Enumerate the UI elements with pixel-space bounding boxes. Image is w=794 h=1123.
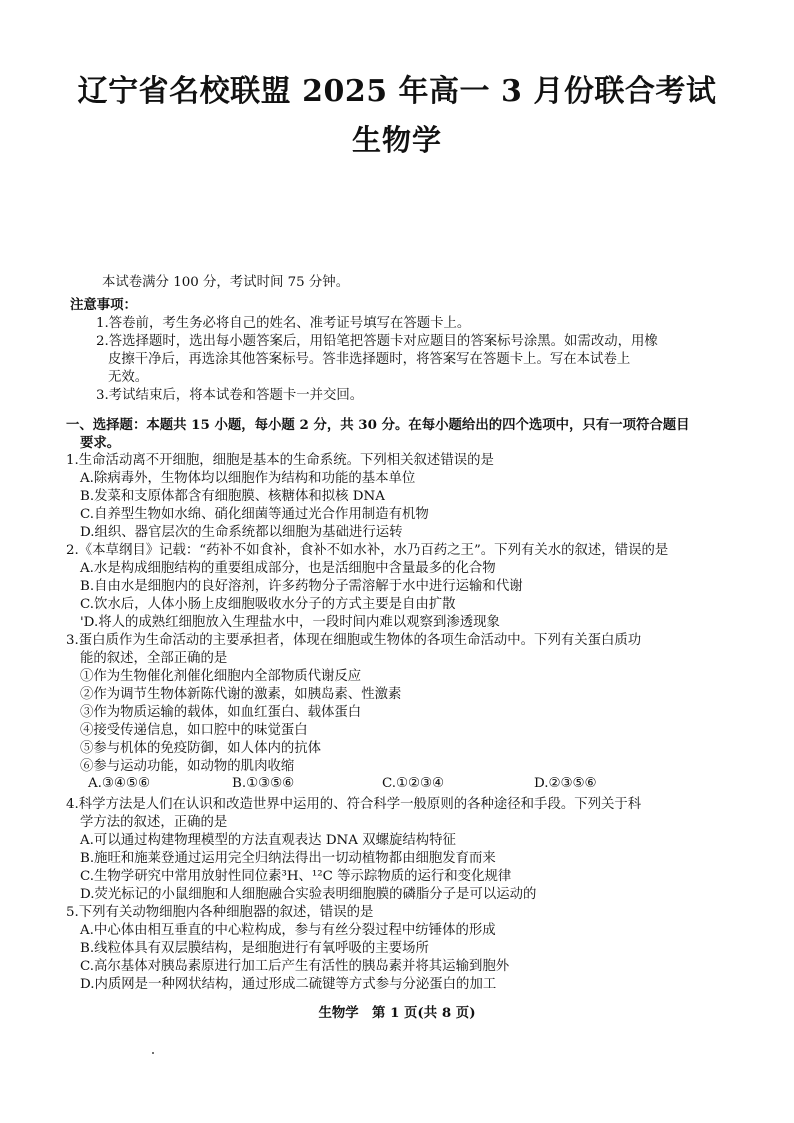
- note-item: 1.答卷前，考生务必将自己的姓名、准考证号填写在答题卡上。: [96, 316, 471, 331]
- section-heading: 一、选择题：本题共 15 小题，每小题 2 分，共 30 分。在每小题给出的四个选项中，只有一项符合题目: [66, 417, 690, 433]
- question-1-stem: 1.生命活动离不开细胞，细胞是基本的生命系统。下列相关叙述错误的是: [66, 453, 494, 468]
- question-3-stem-cont: 能的叙述，全部正确的是: [80, 651, 228, 666]
- question-2-option-b: B.自由水是细胞内的良好溶剂，许多药物分子需溶解于水中进行运输和代谢: [80, 579, 523, 594]
- question-3-item: ⑤参与机体的免疫防御，如人体内的抗体: [80, 741, 322, 756]
- page-footer: 生物学 第 1 页(共 8 页): [318, 1005, 476, 1021]
- question-2-option-d: 'D.将人的成熟红细胞放入生理盐水中，一段时间内难以观察到渗透现象: [80, 615, 500, 630]
- question-4-option-d: D.荧光标记的小鼠细胞和人细胞融合实验表明细胞膜的磷脂分子是可以运动的: [80, 887, 537, 902]
- note-item-cont: 无效。: [108, 370, 149, 385]
- question-3-item: ④接受传递信息，如口腔中的味觉蛋白: [80, 723, 308, 738]
- question-5-option-c: C.高尔基体对胰岛素原进行加工后产生有活性的胰岛素并将其运输到胞外: [80, 959, 510, 974]
- question-4-option-a: A.可以通过构建物理模型的方法直观表达 DNA 双螺旋结构特征: [80, 833, 456, 848]
- question-3-option-a: A.③④⑤⑥: [88, 776, 150, 791]
- note-item: 3.考试结束后，将本试卷和答题卡一并交回。: [96, 388, 364, 403]
- section-heading-cont: 要求。: [80, 435, 121, 451]
- question-4-stem: 4.科学方法是人们在认识和改造世界中运用的、符合科学一般原则的各种途径和手段。下列关于科: [66, 797, 642, 812]
- question-3-item: ①作为生物催化剂催化细胞内全部物质代谢反应: [80, 669, 362, 684]
- question-3-item: ③作为物质运输的载体，如血红蛋白、载体蛋白: [80, 705, 362, 720]
- note-item-cont: 皮擦干净后，再选涂其他答案标号。答非选择题时，将答案写在答题卡上。写在本试卷上: [108, 352, 631, 367]
- question-1-option-c: C.自养型生物如水绵、硝化细菌等通过光合作用制造有机物: [80, 507, 429, 522]
- question-1-option-d: D.组织、器官层次的生命系统都以细胞为基础进行运转: [80, 525, 403, 540]
- exam-title: 辽宁省名校联盟 2025 年高一 3 月份联合考试: [77, 74, 717, 109]
- question-2-stem: 2.《本草纲目》记载：“药补不如食补，食补不如水补，水乃百药之王”。下列有关水的叙述，错误的是: [66, 543, 669, 558]
- question-4-option-b: B.施旺和施莱登通过运用完全归纳法得出一切动植物都由细胞发育而来: [80, 851, 496, 866]
- question-3-stem: 3.蛋白质作为生命活动的主要承担者，体现在细胞或生物体的各项生命活动中。下列有关蛋白质功: [66, 633, 642, 648]
- question-5-option-b: B.线粒体具有双层膜结构，是细胞进行有氧呼吸的主要场所: [80, 941, 429, 956]
- question-1-option-a: A.除病毒外，生物体均以细胞作为结构和功能的基本单位: [80, 471, 416, 486]
- question-2-option-c: C.饮水后，人体小肠上皮细胞吸收水分子的方式主要是自由扩散: [80, 597, 456, 612]
- question-5-option-d: D.内质网是一种网状结构，通过形成二硫键等方式参与分泌蛋白的加工: [80, 977, 497, 992]
- question-4-stem-cont: 学方法的叙述，正确的是: [80, 815, 228, 830]
- question-3-option-c: C.①②③④: [382, 776, 445, 791]
- question-4-option-c: C.生物学研究中常用放射性同位素³H、¹²C 等示踪物质的运行和变化规律: [80, 869, 512, 884]
- question-3-options: [88, 776, 728, 794]
- question-3-item: ⑥参与运动功能，如动物的肌肉收缩: [80, 759, 295, 774]
- question-3-option-b: B.①③⑤⑥: [232, 776, 295, 791]
- exam-intro: 本试卷满分 100 分，考试时间 75 分钟。: [102, 275, 350, 290]
- question-2-option-a: A.水是构成细胞结构的重要组成部分，也是活细胞中含量最多的化合物: [80, 561, 496, 576]
- question-3-item: ②作为调节生物体新陈代谢的激素，如胰岛素、性激素: [80, 687, 402, 702]
- notes-heading: 注意事项：: [70, 297, 137, 313]
- subject-title: 生物学: [351, 123, 442, 157]
- question-5-stem: 5.下列有关动物细胞内各种细胞器的叙述，错误的是: [66, 905, 374, 920]
- scan-speck: [152, 1052, 154, 1054]
- note-item: 2.答选择题时，选出每小题答案后，用铅笔把答题卡对应题目的答案标号涂黑。如需改动，用橡: [96, 334, 658, 349]
- question-1-option-b: B.发菜和支原体都含有细胞膜、核糖体和拟核 DNA: [80, 489, 385, 504]
- question-5-option-a: A.中心体由相互垂直的中心粒构成，参与有丝分裂过程中纺锤体的形成: [80, 923, 496, 938]
- question-3-option-d: D.②③⑤⑥: [534, 776, 597, 791]
